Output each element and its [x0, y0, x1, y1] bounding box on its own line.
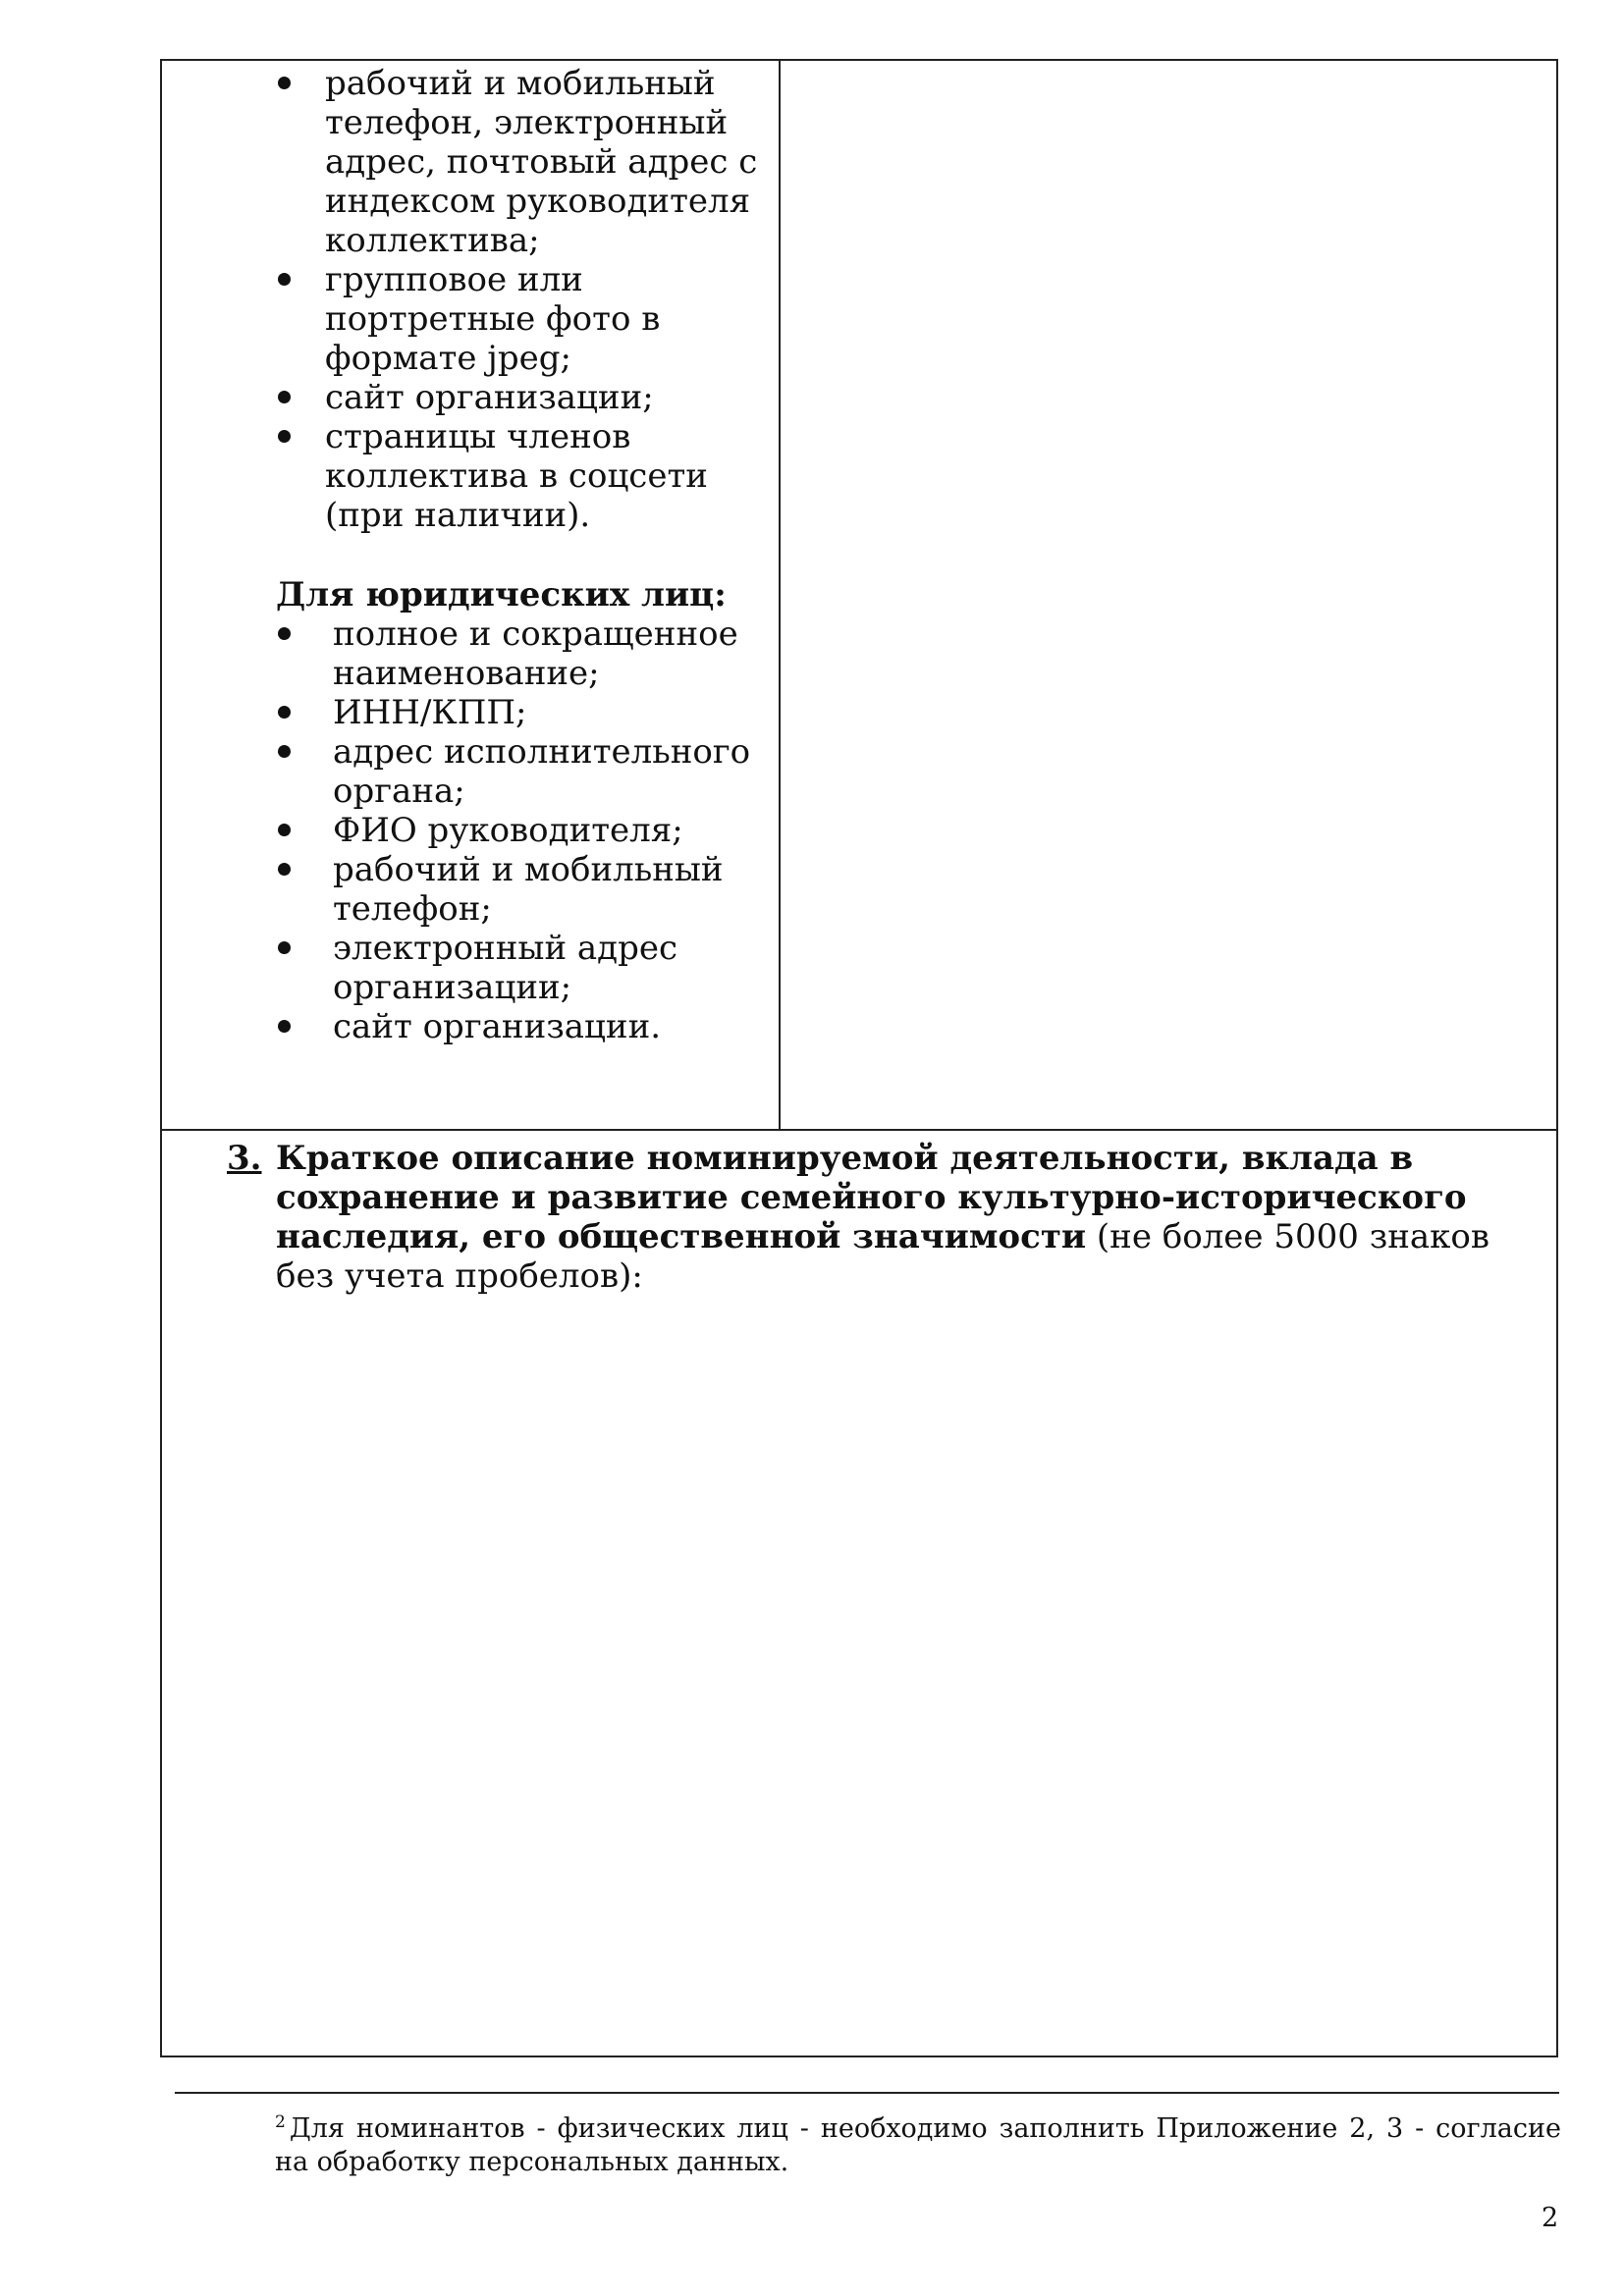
contact-info-list	[162, 61, 779, 535]
section-number: 3.	[227, 1139, 262, 1178]
list-item-text: сайт организации.	[333, 1007, 662, 1046]
legal-entities-heading: Для юридических лиц:	[276, 575, 727, 614]
list-item-text: сайт организации;	[325, 378, 654, 417]
footnote-marker: 2	[275, 2112, 286, 2132]
section-3-title-note: (не более 5000 знаков без учета пробелов):	[276, 1217, 1490, 1296]
footnote-text: Для номинантов - физических лиц - необходимо заполнить Приложение 2, 3 - согласие на обработку персональных данных.	[275, 2113, 1561, 2177]
bullet-icon	[278, 941, 291, 954]
application-form-table	[160, 59, 1558, 2057]
list-item	[162, 260, 779, 378]
section-3-title	[276, 1139, 1546, 1296]
bullet-icon	[278, 77, 291, 89]
list-item	[162, 732, 779, 811]
list-item-text: адрес исполнительного органа;	[333, 732, 751, 811]
list-item-text: ФИО руководителя;	[333, 811, 683, 850]
list-item	[162, 850, 779, 929]
list-item	[162, 693, 779, 732]
list-item-text: групповое или портретные фото в формате jpeg;	[325, 260, 661, 378]
bullet-icon	[278, 273, 291, 286]
list-item	[162, 64, 779, 260]
answer-cell[interactable]	[780, 60, 1557, 1130]
list-item	[162, 1007, 779, 1046]
list-item-text: рабочий и мобильный телефон;	[333, 850, 724, 929]
bullet-icon	[278, 627, 291, 640]
list-item	[162, 614, 779, 693]
footnote	[275, 2106, 1561, 2179]
bullet-icon	[278, 863, 291, 876]
footnote-separator	[175, 2092, 1559, 2094]
bullet-icon	[278, 824, 291, 836]
list-item-text: ИНН/КПП;	[333, 693, 527, 732]
section-3	[162, 1131, 1556, 1296]
bullet-icon	[278, 706, 291, 719]
bullet-icon	[278, 391, 291, 403]
list-item	[162, 929, 779, 1007]
list-item	[162, 378, 779, 417]
description-cell[interactable]	[161, 1130, 1557, 2056]
bullet-icon	[278, 430, 291, 443]
list-item-text: страницы членов коллектива в соцсети (при наличии).	[325, 417, 708, 535]
list-item	[162, 417, 779, 535]
list-item	[162, 811, 779, 850]
legal-entities-list	[162, 614, 779, 1046]
requirements-cell	[161, 60, 780, 1130]
list-item-text: рабочий и мобильный телефон, электронный адрес, почтовый адрес с индексом руководителя коллектива;	[325, 64, 758, 260]
bullet-icon	[278, 1020, 291, 1033]
list-item-text: полное и сокращенное наименование;	[333, 614, 738, 693]
section-3-title-bold: Краткое описание номинируемой деятельности, вклада в сохранение и развитие семейного культурно-исторического наследия, его общественной значимости	[276, 1139, 1467, 1256]
bullet-icon	[278, 745, 291, 758]
list-item-text: электронный адрес организации;	[333, 929, 678, 1007]
page-number: 2	[1542, 2203, 1559, 2233]
